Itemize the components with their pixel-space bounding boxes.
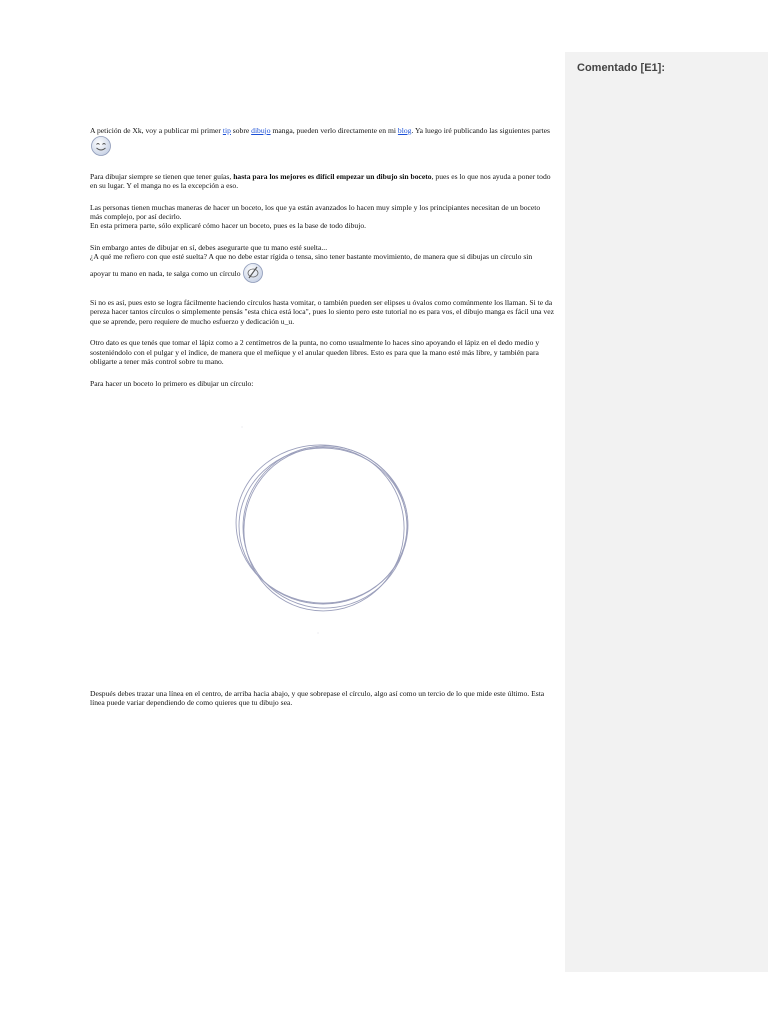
paragraph-text: Para dibujar siempre se tienen que tener guías, bbox=[90, 171, 234, 181]
comments-sidebar bbox=[565, 52, 768, 972]
smiley-emoji-icon bbox=[90, 135, 112, 159]
paragraph-text: En esta primera parte, sólo explicaré cómo hacer un boceto, pues es la base de todo dibujo. bbox=[90, 221, 367, 231]
paragraph-text: , pues es lo que nos ayuda a poner todo en su lugar. Y el manga no es la excepción a eso. bbox=[90, 171, 551, 191]
link-tip[interactable]: tip bbox=[222, 126, 231, 135]
paragraph-ways bbox=[90, 203, 554, 231]
paragraph-center-line: Después debes trazar una línea en el centro, de arriba hacia abajo, y que sobrepase el círculo, algo así como un tercio de lo que mide este último. Esta línea puede variar dependiendo de como quieres que tu dibujo sea. bbox=[90, 689, 545, 708]
circle-sketch-image bbox=[228, 418, 424, 636]
paragraph-first-circle: Para hacer un boceto lo primero es dibujar un círculo: bbox=[90, 378, 254, 388]
paragraph-text: ¿A qué me refiero con que esté suelta? A que no debe estar rígida o tensa, sino tener bastante movimiento, de manera que si dibujas un círculo sin apoyar tu mano en nada, te salga como un círculo bbox=[90, 252, 533, 278]
paragraph-pencil-grip: Otro dato es que tenés que tomar el lápiz como a 2 centímetros de la punta, no como usualmente lo haces sino apoyando el lápiz en el dedo medio y sosteniéndolo con el pulgar y el índice, de manera que el meñique y el anular queden libres. Esto es para que la mano esté más libre, y también para obligarte a tener más control sobre tu mano. bbox=[90, 338, 540, 367]
paragraph-practice: Si no es así, pues esto se logra fácilmente haciendo círculos hasta vomitar, o también pueden ser elipses u óvalos como comúnmente los llaman. Si te da pereza hacer tantos círculos o simplemente pensás "esta chica está loca", pues lo siento pero este tutorial no es para vos, el dibujo manga es fácil una vez que se aprende, pero requiere de mucho esfuerzo y dedicación u_u. bbox=[90, 298, 554, 326]
paragraph-text: manga, pueden verlo directamente en mi bbox=[270, 126, 398, 135]
paragraph-text: . Ya luego iré publicando las siguientes partes bbox=[411, 126, 550, 135]
comment-title: Comentado [E1]: bbox=[577, 62, 665, 74]
paragraph-text: Las personas tienen muchas maneras de hacer un boceto, los que ya están avanzados lo hacen muy simple y los principiantes necesitan de un boceto más complejo, por así decirlo. bbox=[90, 202, 541, 222]
bold-text: hasta para los mejores es difícil empezar un dibujo sin boceto bbox=[233, 171, 432, 181]
paragraph-text: Sin embargo antes de dibujar en sí, debes asegurarte que tu mano esté suelta... bbox=[90, 242, 328, 252]
paragraph-guides bbox=[90, 172, 554, 191]
paragraph-loose-hand bbox=[90, 243, 554, 286]
link-dibujo[interactable]: dibujo bbox=[251, 126, 271, 135]
paragraph-text: A petición de Xk, voy a publicar mi primer bbox=[90, 126, 223, 135]
pencil-circle-emoji-icon bbox=[242, 262, 264, 286]
link-blog[interactable]: blog bbox=[397, 126, 412, 135]
document-body bbox=[90, 126, 554, 400]
paragraph-intro bbox=[90, 126, 554, 160]
paragraph-text: sobre bbox=[230, 126, 252, 135]
